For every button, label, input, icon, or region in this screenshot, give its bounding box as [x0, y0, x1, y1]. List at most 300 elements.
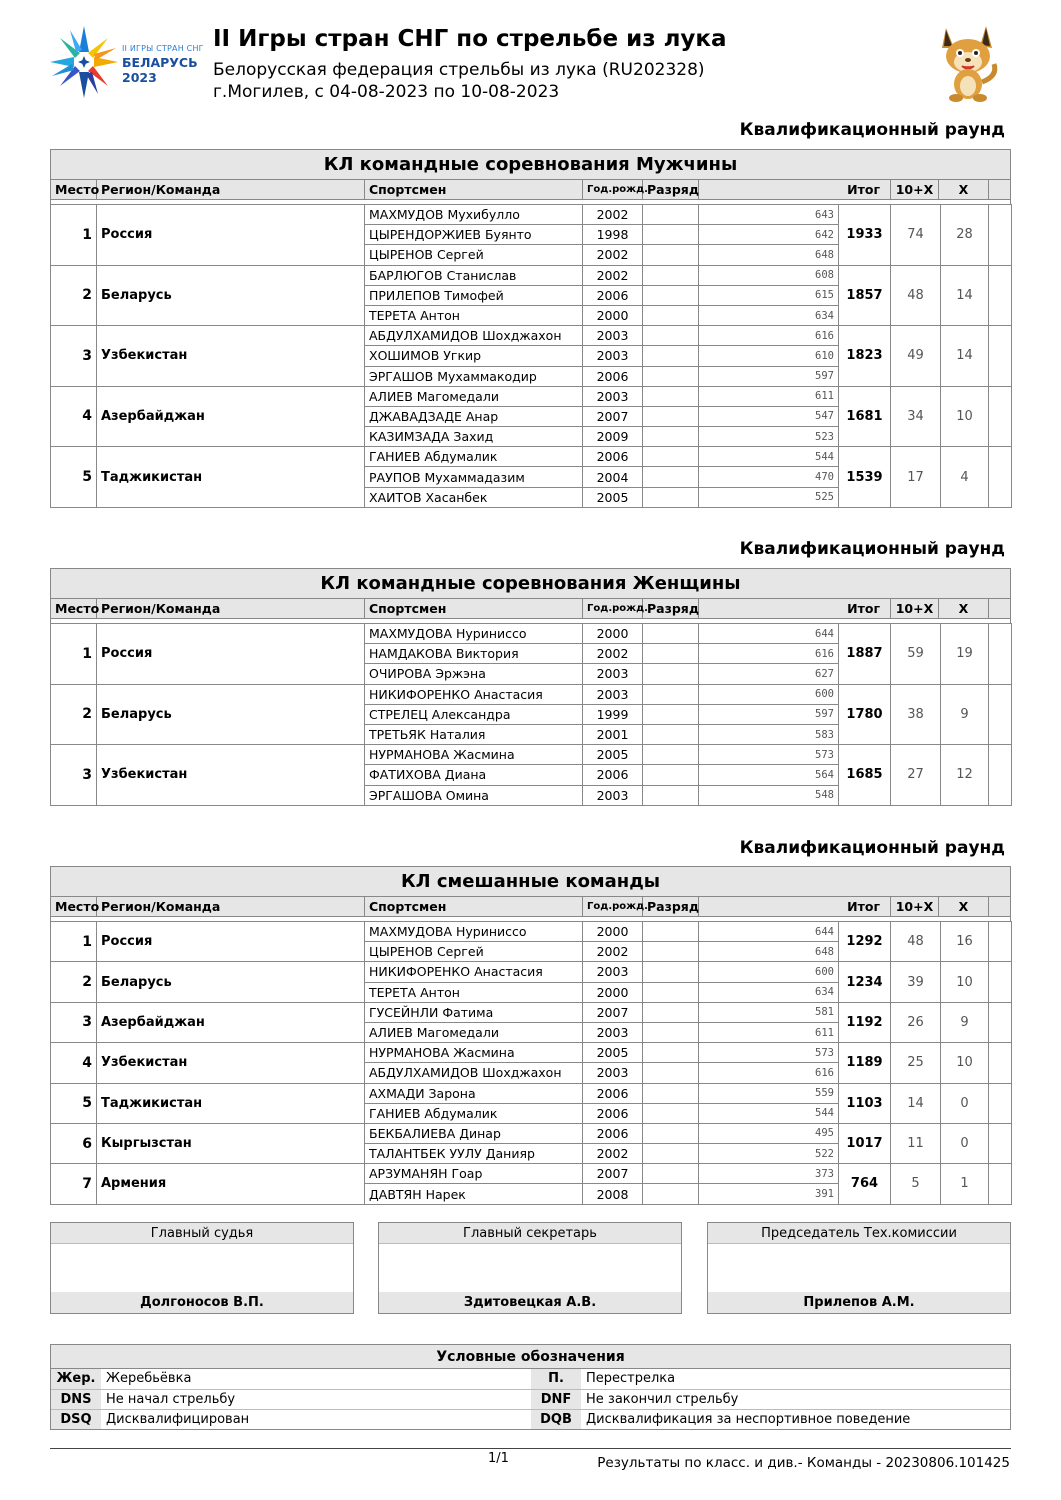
athlete-score: 634 [699, 305, 839, 325]
athlete-birth-year: 2000 [583, 982, 643, 1002]
athlete-rank [643, 285, 699, 305]
athlete-score: 611 [699, 1022, 839, 1042]
athlete-birth-year: 2006 [583, 1083, 643, 1103]
legend-table [51, 1369, 1010, 1429]
empty-cell [989, 962, 1012, 1002]
table-row [51, 265, 1012, 285]
athlete-rank [643, 245, 699, 265]
athlete-name: АЛИЕВ Магомедали [365, 386, 583, 406]
athlete-birth-year: 2003 [583, 1063, 643, 1083]
round-title-women: Квалификационный раунд [739, 539, 1005, 559]
team-x: 12 [941, 745, 989, 806]
athlete-rank [643, 406, 699, 426]
team-x: 10 [941, 1043, 989, 1083]
table-row [51, 1083, 1012, 1103]
page-number: 1/1 [488, 1451, 509, 1466]
athlete-name: ТАЛАНТБЕК УУЛУ Данияр [365, 1144, 583, 1164]
athlete-score: 634 [699, 982, 839, 1002]
team-name: Азербайджан [97, 386, 365, 447]
column-header-total: Итог [699, 897, 891, 916]
athlete-rank [643, 1022, 699, 1042]
empty-cell [989, 386, 1012, 447]
legend-text: Перестрелка [581, 1369, 1010, 1389]
athlete-name: НИКИФОРЕНКО Анастасия [365, 684, 583, 704]
athlete-score: 600 [699, 684, 839, 704]
team-x: 4 [941, 447, 989, 508]
athlete-score: 373 [699, 1164, 839, 1184]
athlete-birth-year: 1999 [583, 704, 643, 724]
athlete-name: АХМАДИ Зарона [365, 1083, 583, 1103]
team-total: 1292 [839, 922, 891, 962]
athlete-rank [643, 684, 699, 704]
athlete-rank [643, 305, 699, 325]
column-header-row [50, 897, 1011, 917]
athlete-birth-year: 2008 [583, 1184, 643, 1204]
athlete-birth-year: 1998 [583, 225, 643, 245]
team-place: 5 [51, 447, 97, 508]
athlete-birth-year: 2006 [583, 447, 643, 467]
athlete-rank [643, 982, 699, 1002]
team-place: 3 [51, 1002, 97, 1042]
team-total: 1780 [839, 684, 891, 745]
legend-abbr: DSQ [51, 1409, 101, 1429]
athlete-rank [643, 1063, 699, 1083]
legend-abbr: DNS [51, 1389, 101, 1409]
signature-role: Главный судья [51, 1223, 353, 1244]
athlete-name: КАЗИМЗАДА Захид [365, 427, 583, 447]
empty-cell [989, 205, 1012, 266]
column-header-team: Регион/Команда [97, 897, 365, 916]
column-header-row [50, 180, 1011, 200]
team-total: 1234 [839, 962, 891, 1002]
table-row [51, 1002, 1012, 1022]
column-header-athlete: Спортсмен [365, 180, 583, 199]
results-section-mixed [50, 866, 1011, 1205]
athlete-name: ПРИЛЕПОВ Тимофей [365, 285, 583, 305]
athlete-name: ГАНИЕВ Абдумалик [365, 1103, 583, 1123]
legend-abbr: П. [531, 1369, 581, 1389]
athlete-score: 564 [699, 765, 839, 785]
empty-cell [989, 447, 1012, 508]
team-name: Узбекистан [97, 1043, 365, 1083]
column-header-place: Место [51, 180, 97, 199]
page-title: II Игры стран СНГ по стрельбе из лука [213, 26, 727, 52]
team-name: Россия [97, 922, 365, 962]
section-title: КЛ командные соревнования Женщины [50, 568, 1011, 599]
team-10x: 17 [891, 447, 941, 508]
athlete-birth-year: 2007 [583, 1002, 643, 1022]
legend-abbr: DQB [531, 1409, 581, 1429]
team-x: 19 [941, 624, 989, 685]
section-title: КЛ командные соревнования Мужчины [50, 149, 1011, 180]
athlete-rank [643, 467, 699, 487]
team-x: 10 [941, 962, 989, 1002]
team-total: 764 [839, 1164, 891, 1204]
team-x: 28 [941, 205, 989, 266]
legend-text: Дисквалификация за неспортивное поведение [586, 1411, 911, 1427]
athlete-birth-year: 2001 [583, 724, 643, 744]
column-header-birth: Год.рожд. [583, 180, 643, 199]
athlete-rank [643, 724, 699, 744]
legend-row [51, 1389, 1010, 1409]
column-header-place: Место [51, 897, 97, 916]
empty-cell [989, 745, 1012, 806]
athlete-name: ЦЫРЕНОВ Сергей [365, 942, 583, 962]
team-total: 1857 [839, 265, 891, 326]
athlete-score: 643 [699, 205, 839, 225]
event-logo [50, 24, 210, 102]
team-10x: 39 [891, 962, 941, 1002]
athlete-birth-year: 2007 [583, 1164, 643, 1184]
athlete-name: ХОШИМОВ Угкир [365, 346, 583, 366]
athlete-score: 559 [699, 1083, 839, 1103]
team-total: 1681 [839, 386, 891, 447]
team-place: 1 [51, 624, 97, 685]
athlete-birth-year: 2002 [583, 265, 643, 285]
section-title: КЛ смешанные команды [50, 866, 1011, 897]
athlete-score: 597 [699, 366, 839, 386]
team-name: Беларусь [97, 962, 365, 1002]
athlete-birth-year: 2006 [583, 285, 643, 305]
athlete-rank [643, 225, 699, 245]
team-10x: 74 [891, 205, 941, 266]
athlete-score: 615 [699, 285, 839, 305]
athlete-rank [643, 1164, 699, 1184]
empty-cell [989, 624, 1012, 685]
athlete-rank [643, 664, 699, 684]
team-x: 14 [941, 265, 989, 326]
signature-role: Главный секретарь [379, 1223, 681, 1244]
athlete-name: ДЖАВАДЗАДЕ Анар [365, 406, 583, 426]
team-place: 3 [51, 326, 97, 387]
athlete-name: БАРЛЮГОВ Станислав [365, 265, 583, 285]
team-x: 0 [941, 1083, 989, 1123]
team-x: 9 [941, 1002, 989, 1042]
athlete-name: МАХМУДОВА Нуриниссо [365, 922, 583, 942]
athlete-birth-year: 2006 [583, 765, 643, 785]
athlete-name: АБДУЛХАМИДОВ Шохджахон [365, 326, 583, 346]
page-header [50, 22, 1010, 112]
athlete-rank [643, 962, 699, 982]
team-10x: 59 [891, 624, 941, 685]
team-10x: 48 [891, 265, 941, 326]
athlete-birth-year: 2002 [583, 644, 643, 664]
team-name: Россия [97, 205, 365, 266]
athlete-score: 573 [699, 1043, 839, 1063]
athlete-birth-year: 2005 [583, 1043, 643, 1063]
athlete-rank [643, 1103, 699, 1123]
team-place: 3 [51, 745, 97, 806]
athlete-score: 644 [699, 922, 839, 942]
athlete-score: 648 [699, 942, 839, 962]
team-place: 4 [51, 1043, 97, 1083]
athlete-score: 597 [699, 704, 839, 724]
team-place: 6 [51, 1123, 97, 1163]
athlete-score: 581 [699, 1002, 839, 1022]
team-10x: 49 [891, 326, 941, 387]
athlete-rank [643, 765, 699, 785]
team-10x: 26 [891, 1002, 941, 1042]
team-10x: 11 [891, 1123, 941, 1163]
athlete-birth-year: 2002 [583, 1144, 643, 1164]
athlete-name: ХАИТОВ Хасанбек [365, 487, 583, 507]
team-name: Беларусь [97, 265, 365, 326]
signature-role: Председатель Тех.комиссии [708, 1223, 1010, 1244]
athlete-rank [643, 487, 699, 507]
team-name: Кыргызстан [97, 1123, 365, 1163]
athlete-rank [643, 346, 699, 366]
athlete-score: 627 [699, 664, 839, 684]
column-header-rank: Разряд [643, 180, 699, 199]
column-header-team: Регион/Команда [97, 599, 365, 618]
athlete-rank [643, 1184, 699, 1204]
athlete-name: ФАТИХОВА Диана [365, 765, 583, 785]
team-place: 2 [51, 684, 97, 745]
results-table [50, 204, 1012, 508]
athlete-score: 616 [699, 326, 839, 346]
team-x: 10 [941, 386, 989, 447]
athlete-score: 523 [699, 427, 839, 447]
team-place: 5 [51, 1083, 97, 1123]
athlete-birth-year: 2006 [583, 366, 643, 386]
team-10x: 48 [891, 922, 941, 962]
athlete-name: ЦЫРЕНОВ Сергей [365, 245, 583, 265]
athlete-birth-year: 2002 [583, 245, 643, 265]
athlete-rank [643, 1123, 699, 1143]
team-x: 16 [941, 922, 989, 962]
logo-text-country: БЕЛАРУСЬ [122, 55, 198, 70]
column-header-rank: Разряд [643, 599, 699, 618]
athlete-score: 548 [699, 785, 839, 805]
team-10x: 14 [891, 1083, 941, 1123]
athlete-name: ГУСЕЙНЛИ Фатима [365, 1002, 583, 1022]
team-total: 1823 [839, 326, 891, 387]
team-total: 1539 [839, 447, 891, 508]
team-name: Россия [97, 624, 365, 685]
team-total: 1685 [839, 745, 891, 806]
athlete-rank [643, 1083, 699, 1103]
athlete-rank [643, 1002, 699, 1022]
table-row [51, 326, 1012, 346]
team-total: 1189 [839, 1043, 891, 1083]
column-header-row [50, 599, 1011, 619]
legend-row [51, 1369, 1010, 1389]
signature-name: Прилепов А.М. [708, 1292, 1010, 1313]
team-name: Армения [97, 1164, 365, 1204]
athlete-birth-year: 2002 [583, 942, 643, 962]
location-dates-line: г.Могилев, с 04-08-2023 по 10-08-2023 [213, 82, 560, 102]
athlete-score: 600 [699, 962, 839, 982]
athlete-score: 525 [699, 487, 839, 507]
athlete-score: 573 [699, 745, 839, 765]
athlete-rank [643, 922, 699, 942]
athlete-score: 522 [699, 1144, 839, 1164]
athlete-score: 470 [699, 467, 839, 487]
athlete-name: ТЕРЕТА Антон [365, 305, 583, 325]
athlete-rank [643, 942, 699, 962]
organizer-line: Белорусская федерация стрельбы из лука (RU202328) [213, 60, 705, 80]
athlete-name: АЛИЕВ Магомедали [365, 1022, 583, 1042]
column-header-birth: Год.рожд. [583, 897, 643, 916]
team-place: 2 [51, 962, 97, 1002]
athlete-birth-year: 2006 [583, 1123, 643, 1143]
athlete-rank [643, 745, 699, 765]
athlete-score: 642 [699, 225, 839, 245]
athlete-rank [643, 624, 699, 644]
results-section-women [50, 568, 1011, 806]
table-row [51, 205, 1012, 225]
table-row [51, 922, 1012, 942]
team-place: 1 [51, 922, 97, 962]
athlete-name: АБДУЛХАМИДОВ Шохджахон [365, 1063, 583, 1083]
athlete-score: 616 [699, 644, 839, 664]
legend-text: Не закончил стрельбу [581, 1389, 1010, 1409]
empty-cell [989, 1123, 1012, 1163]
athlete-birth-year: 2004 [583, 467, 643, 487]
athlete-score: 608 [699, 265, 839, 285]
athlete-name: ЭРГАШОВА Омина [365, 785, 583, 805]
legend-box [50, 1344, 1011, 1430]
column-header-birth: Год.рожд. [583, 599, 643, 618]
team-total: 1887 [839, 624, 891, 685]
team-place: 7 [51, 1164, 97, 1204]
athlete-birth-year: 2000 [583, 922, 643, 942]
athlete-score: 544 [699, 1103, 839, 1123]
athlete-name: РАУПОВ Мухаммадазим [365, 467, 583, 487]
column-header-empty [989, 897, 1011, 916]
team-x: 0 [941, 1123, 989, 1163]
table-row [51, 1123, 1012, 1143]
team-total: 1103 [839, 1083, 891, 1123]
column-header-tenx: 10+X [891, 897, 939, 916]
team-total: 1192 [839, 1002, 891, 1042]
team-x: 9 [941, 684, 989, 745]
athlete-birth-year: 2003 [583, 346, 643, 366]
team-x: 14 [941, 326, 989, 387]
empty-cell [989, 326, 1012, 387]
column-header-tenx: 10+X [891, 180, 939, 199]
column-header-place: Место [51, 599, 97, 618]
legend-abbr: Жер. [51, 1369, 101, 1389]
athlete-birth-year: 2000 [583, 305, 643, 325]
athlete-name: МАХМУДОВ Мухибулло [365, 205, 583, 225]
athlete-birth-year: 2006 [583, 1103, 643, 1123]
athlete-name: МАХМУДОВА Нуриниссо [365, 624, 583, 644]
team-place: 4 [51, 386, 97, 447]
athlete-score: 616 [699, 1063, 839, 1083]
column-header-empty [989, 180, 1011, 199]
athlete-rank [643, 1144, 699, 1164]
column-header-team: Регион/Команда [97, 180, 365, 199]
empty-cell [989, 684, 1012, 745]
table-row [51, 386, 1012, 406]
athlete-birth-year: 2002 [583, 205, 643, 225]
athlete-name: НУРМАНОВА Жасмина [365, 745, 583, 765]
athlete-name: ГАНИЕВ Абдумалик [365, 447, 583, 467]
athlete-birth-year: 2003 [583, 684, 643, 704]
results-table [50, 623, 1012, 806]
team-place: 2 [51, 265, 97, 326]
athlete-birth-year: 2005 [583, 487, 643, 507]
athlete-rank [643, 785, 699, 805]
athlete-birth-year: 2003 [583, 326, 643, 346]
team-name: Беларусь [97, 684, 365, 745]
athlete-name: БЕКБАЛИЕВА Динар [365, 1123, 583, 1143]
logo-text-year: 2023 [122, 70, 157, 85]
athlete-rank [643, 205, 699, 225]
athlete-name: НАМДАКОВА Виктория [365, 644, 583, 664]
signature-name: Долгоносов В.П. [51, 1292, 353, 1313]
column-header-tenx: 10+X [891, 599, 939, 618]
team-10x: 34 [891, 386, 941, 447]
column-header-x: X [939, 599, 989, 618]
lynx-mascot-icon [934, 24, 1004, 104]
column-header-total: Итог [699, 599, 891, 618]
athlete-birth-year: 2003 [583, 386, 643, 406]
athlete-rank [643, 265, 699, 285]
legend-row [51, 1409, 1010, 1429]
logo-text-games: II ИГРЫ СТРАН СНГ [122, 44, 204, 53]
athlete-name: ТРЕТЬЯК Наталия [365, 724, 583, 744]
athlete-name: НУРМАНОВА Жасмина [365, 1043, 583, 1063]
column-header-empty [989, 599, 1011, 618]
team-name: Узбекистан [97, 745, 365, 806]
athlete-score: 610 [699, 346, 839, 366]
team-name: Таджикистан [97, 447, 365, 508]
athlete-name: НИКИФОРЕНКО Анастасия [365, 962, 583, 982]
athlete-birth-year: 2000 [583, 624, 643, 644]
team-name: Узбекистан [97, 326, 365, 387]
athlete-score: 611 [699, 386, 839, 406]
table-row [51, 447, 1012, 467]
athlete-rank [643, 1043, 699, 1063]
team-10x: 38 [891, 684, 941, 745]
team-10x: 25 [891, 1043, 941, 1083]
table-row [51, 745, 1012, 765]
column-header-athlete: Спортсмен [365, 599, 583, 618]
results-table [50, 921, 1012, 1205]
athlete-birth-year: 2003 [583, 962, 643, 982]
athlete-score: 547 [699, 406, 839, 426]
table-row [51, 624, 1012, 644]
athlete-name: ДАВТЯН Нарек [365, 1184, 583, 1204]
athlete-rank [643, 326, 699, 346]
athlete-rank [643, 427, 699, 447]
athlete-birth-year: 2007 [583, 406, 643, 426]
empty-cell [989, 265, 1012, 326]
round-title-men: Квалификационный раунд [739, 120, 1005, 140]
table-row [51, 1164, 1012, 1184]
empty-cell [989, 922, 1012, 962]
snowflake-logo-icon [50, 24, 120, 102]
athlete-name: СТРЕЛЕЦ Александра [365, 704, 583, 724]
athlete-birth-year: 2009 [583, 427, 643, 447]
signature-name: Здитовецкая А.В. [379, 1292, 681, 1313]
athlete-score: 644 [699, 624, 839, 644]
footer-report-id: Результаты по класс. и див.- Команды - 20230806.101425 [597, 1455, 1010, 1471]
athlete-birth-year: 2005 [583, 745, 643, 765]
empty-cell [989, 1083, 1012, 1123]
column-header-total: Итог [699, 180, 891, 199]
athlete-rank [643, 704, 699, 724]
athlete-score: 495 [699, 1123, 839, 1143]
athlete-score: 648 [699, 245, 839, 265]
team-total: 1933 [839, 205, 891, 266]
athlete-score: 544 [699, 447, 839, 467]
team-10x: 5 [891, 1164, 941, 1204]
athlete-score: 583 [699, 724, 839, 744]
athlete-name: ЦЫРЕНДОРЖИЕВ Буянто [365, 225, 583, 245]
